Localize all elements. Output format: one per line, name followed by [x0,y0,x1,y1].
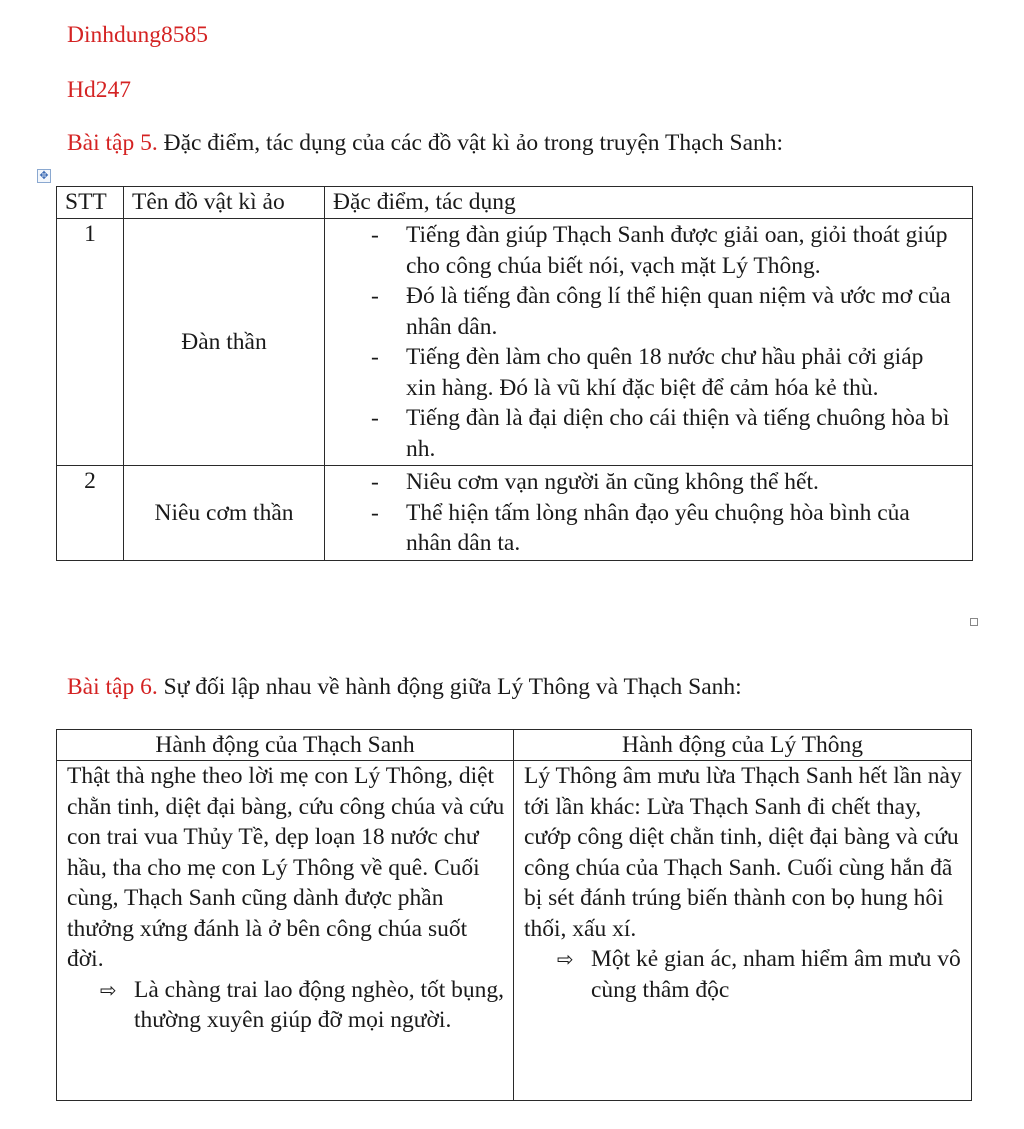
col-header-thach-sanh: Hành động của Thạch Sanh [57,730,514,761]
table-row [57,219,973,466]
table-row [57,761,972,1101]
col-header-features: Đặc điểm, tác dụng [325,187,973,219]
exercise5-label: Bài tập 5. [67,130,158,156]
feature-point: - Tiếng đèn làm cho quên 18 nước chư hầu phải cởi giáp xin hàng. Đó là vũ khí đặc biệt để cảm hóa kẻ thù. [406,342,959,403]
exercise6-title: Sự đối lập nhau về hành động giữa Lý Thông và Thạch Sanh: [157,674,742,700]
arrow-right-icon: ⇨ [557,947,574,971]
ly-thong-text: Lý Thông âm mưu lừa Thạch Sanh hết lần này tới lần khác: Lừa Thạch Sanh đi chết thay, cướp công diệt chằn tinh, diệt đại bàng và cứu công chúa của Thạch Sanh. Cuối cùng hắn đã bị sét đánh trúng biến thành con bọ hung hôi thối, xấu xí. [524,763,962,942]
table-header-row [57,730,972,761]
table-header-row [57,187,973,219]
exercise6-heading [67,674,742,701]
col-header-name: Tên đồ vật kì ảo [124,187,325,219]
thach-sanh-conclusion-item [67,975,505,1036]
ly-thong-actions [514,761,972,1101]
exercise6-table [56,729,972,1101]
exercise5-table [56,186,973,561]
row-item-name: Niêu cơm thần [124,466,325,561]
feature-point: - Thể hiện tấm lòng nhân đạo yêu chuộng hòa bình của nhân dân ta. [406,498,959,559]
table-row [57,466,973,561]
feature-point: - Tiếng đàn giúp Thạch Sanh được giải oan, giỏi thoát giúp cho công chúa biết nói, vạch mặt Lý Thông. [406,220,959,281]
row-stt: 1 [57,219,124,466]
col-header-ly-thong: Hành động của Lý Thông [514,730,972,761]
ly-thong-conclusion: Một kẻ gian ác, nham hiểm âm mưu vô cùng thâm độc [591,946,961,1003]
thach-sanh-text: Thật thà nghe theo lời mẹ con Lý Thông, diệt chằn tinh, diệt đại bàng, cứu công chúa và cứu con trai vua Thủy Tề, dẹp loạn 18 nước chư hầu, tha cho mẹ con Lý Thông về quê. Cuối cùng, Thạch Sanh cũng dành được phần thưởng xứng đánh là ở bên công chúa suốt đời. [67,763,505,972]
col-header-stt: STT [57,187,124,219]
row-stt: 2 [57,466,124,561]
row-features [325,466,973,561]
row-features [325,219,973,466]
author-name: Dinhdung8585 [67,22,208,48]
feature-point: - Tiếng đàn là đại diện cho cái thiện và tiếng chuông hòa bì nh. [406,403,959,464]
row-item-name: Đàn thần [124,219,325,466]
thach-sanh-actions [57,761,514,1101]
thach-sanh-conclusion: Là chàng trai lao động nghèo, tốt bụng, thường xuyên giúp đỡ mọi người. [134,976,505,1033]
ly-thong-conclusion-item [524,944,963,1005]
exercise6-label: Bài tập 6. [67,674,158,700]
site-name: Hd247 [67,77,131,103]
arrow-right-icon: ⇨ [100,977,117,1002]
exercise5-heading [67,130,783,157]
table-move-icon[interactable]: ✥ [37,169,51,183]
table-resize-handle[interactable] [970,618,978,626]
feature-point: - Niêu cơm vạn người ăn cũng không thể hết. [406,467,959,498]
exercise5-title: Đặc điểm, tác dụng của các đồ vật kì ảo trong truyện Thạch Sanh: [157,130,784,156]
feature-point: - Đó là tiếng đàn công lí thể hiện quan niệm và ước mơ của nhân dân. [406,281,959,342]
